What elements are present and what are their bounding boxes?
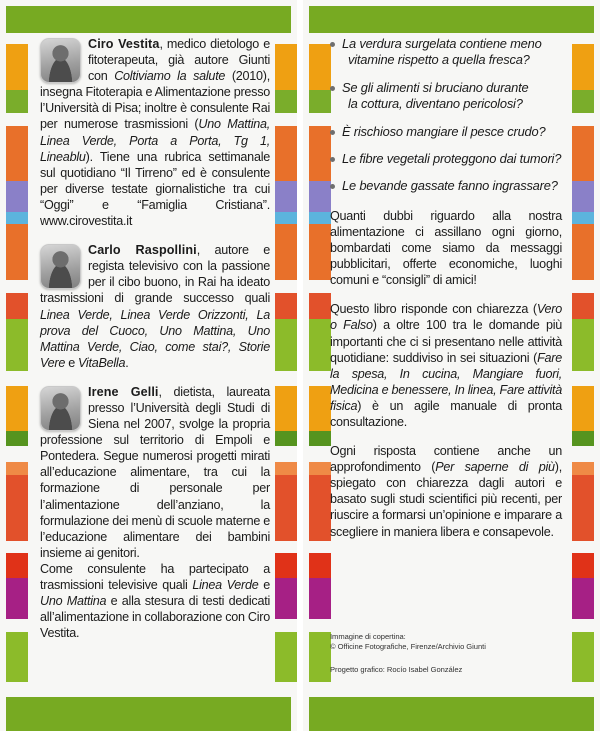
color-stripe xyxy=(572,553,594,578)
italic-title: Linea Verde, Linea Verde Orizzonti, La prova del Cuoco, Uno Mattina, Uno Mattina Verde, Ciao, come stai?, Storie Vere xyxy=(40,307,270,370)
color-stripe xyxy=(572,44,594,90)
stripe-column-inner-right xyxy=(309,0,331,731)
bottom-green-band-right xyxy=(309,697,594,731)
bullet-icon xyxy=(330,86,335,91)
cover-credits xyxy=(330,632,560,675)
color-stripe xyxy=(309,224,331,280)
color-stripe xyxy=(309,553,331,578)
author-name: Irene Gelli xyxy=(88,384,159,399)
blurb-paragraph: Ogni risposta contiene anche un approfondimento (Per saperne di più), spiegato con chiarezza dagli autori e basato sugli studi scientifici più recenti, per riuscire a formarsi un’opinione e imparare a scegliere in maniera libera e consapevole. xyxy=(330,444,562,539)
author-photo-carlo-raspollini xyxy=(40,244,81,289)
question-item xyxy=(330,178,562,194)
color-stripe xyxy=(309,319,331,371)
color-stripe xyxy=(6,181,28,212)
italic-title: Coltiviamo la salute xyxy=(114,69,226,84)
stripe-column-outer-right xyxy=(572,0,594,731)
color-stripe xyxy=(309,90,331,113)
author-photo-ciro-vestita xyxy=(40,38,81,83)
question-line: Le bevande gassate fanno ingrassare? xyxy=(342,178,558,194)
italic-title: Uno Mattina, Linea Verde, Porta a Porta, Tg 1, Lineablu xyxy=(40,117,271,164)
color-stripe xyxy=(572,90,594,113)
color-stripe xyxy=(572,212,594,224)
author-bio xyxy=(40,384,270,642)
color-stripe xyxy=(309,212,331,224)
color-stripe xyxy=(309,386,331,431)
credit-block xyxy=(330,665,560,675)
color-stripe xyxy=(572,431,594,446)
color-stripe xyxy=(6,293,28,319)
color-stripe xyxy=(6,212,28,224)
color-stripe xyxy=(6,126,28,181)
stripe-column-outer-left xyxy=(6,0,28,731)
color-stripe xyxy=(275,462,297,475)
question-line: È rischioso mangiare il pesce crudo? xyxy=(342,123,546,139)
question-line: Le fibre vegetali proteggono dai tumori? xyxy=(342,151,562,167)
author-bio-text: Carlo Raspollini, autore e regista televisivo con la passione per il cibo buono, in Rai ha ideato trasmissioni di grande successo quali Linea Verde, Linea Verde Orizzonti, La prova del Cuoco, Uno Mattina, Uno Mattina Verde, Ciao, come stai?, Storie Vere e VitaBella. xyxy=(40,243,270,370)
credit-block xyxy=(330,632,560,653)
color-stripe xyxy=(309,475,331,541)
color-stripe xyxy=(275,475,297,541)
color-stripe xyxy=(6,44,28,90)
bottom-green-band-left xyxy=(6,697,291,731)
color-stripe xyxy=(6,578,28,619)
color-stripe xyxy=(572,386,594,431)
question-line: vitamine rispetto a quella fresca? xyxy=(348,52,530,68)
author-bio-text: Irene Gelli, dietista, laureata presso l’Università degli Studi di Siena nel 2007, svolge la propria professione sul territorio di Empoli e Pontedera. Segue numerosi progetti mirati all’educazione alimentare, tra cui la formazione di personale per l’alimentazione dell’anziano, la formulazione dei menù di scuole materne e l’educazione alimentare dei bambini insieme ai genitori. Come consulente ha partecipato a trasmissioni televisive quali Linea Verde e Uno Mattina e alla stesura di testi dedicati all’alimentazione in collaborazione con Ciro Vestita. xyxy=(40,384,270,641)
stripe-column-inner-left xyxy=(275,0,297,731)
color-stripe xyxy=(309,126,331,181)
bullet-icon xyxy=(330,157,335,162)
color-stripe xyxy=(275,293,297,319)
italic-title: Linea Verde xyxy=(192,578,259,592)
color-stripe xyxy=(6,319,28,371)
top-green-band-right xyxy=(309,6,594,33)
color-stripe xyxy=(275,553,297,578)
blurb-paragraphs xyxy=(330,208,562,540)
color-stripe xyxy=(275,319,297,371)
blurb-paragraph: Questo libro risponde con chiarezza (Vero o Falso) a oltre 100 tra le domande più importanti che ci si presentano nelle attività quotidiane: suddiviso in sei situazioni (Fare la spesa, In cucina, Mangiare fuori, Medicina e benessere, In linea, Fare attività fisica) è un agile manuale di pronta consultazione. xyxy=(330,302,562,429)
color-stripe xyxy=(275,90,297,113)
color-stripe xyxy=(6,632,28,681)
color-stripe xyxy=(572,126,594,181)
color-stripe xyxy=(275,44,297,90)
color-stripe xyxy=(572,632,594,681)
color-stripe xyxy=(309,578,331,619)
color-stripe xyxy=(572,319,594,371)
color-stripe xyxy=(309,293,331,319)
color-stripe xyxy=(275,126,297,181)
credit-line: © Officine Fotografiche, Firenze/Archivio Giunti xyxy=(330,642,486,652)
blurb-column xyxy=(330,36,562,553)
top-green-band-left xyxy=(6,6,291,33)
color-stripe xyxy=(275,386,297,431)
color-stripe xyxy=(6,224,28,280)
blurb-paragraph: Quanti dubbi riguardo alla nostra alimentazione ci assillano ogni giorno, bombardati come siamo da messaggi pubblicitari, offerte economiche, luoghi comuni e “consigli” di amici! xyxy=(330,208,562,288)
color-stripe xyxy=(6,90,28,113)
color-stripe xyxy=(309,632,331,681)
credit-line: Immagine di copertina: xyxy=(330,632,406,641)
question-list xyxy=(330,36,562,195)
bullet-icon xyxy=(330,184,335,189)
bullet-icon xyxy=(330,130,335,135)
color-stripe xyxy=(309,462,331,475)
bullet-icon xyxy=(330,42,335,47)
color-stripe xyxy=(275,431,297,446)
question-line: la cottura, diventano pericolosi? xyxy=(348,96,523,112)
italic-title: Uno Mattina xyxy=(40,594,107,609)
color-stripe xyxy=(6,431,28,446)
color-stripe xyxy=(572,578,594,619)
color-stripe xyxy=(275,181,297,212)
color-stripe xyxy=(275,212,297,224)
italic-title: Per saperne di più xyxy=(435,460,555,475)
color-stripe xyxy=(572,462,594,475)
color-stripe xyxy=(6,462,28,475)
italic-title: Fare la spesa, In cucina, Mangiare fuori, Medicina e benessere, In linea, Fare attività fisica xyxy=(330,350,562,413)
color-stripe xyxy=(309,44,331,90)
question-item xyxy=(330,151,562,167)
color-stripe xyxy=(572,293,594,319)
color-stripe xyxy=(309,181,331,212)
color-stripe xyxy=(275,578,297,619)
author-photo-irene-gelli xyxy=(40,386,81,431)
color-stripe xyxy=(275,632,297,681)
author-bio xyxy=(40,242,270,371)
question-item xyxy=(330,80,562,113)
author-bio xyxy=(40,36,270,229)
cover-spine-gap xyxy=(297,0,303,731)
color-stripe xyxy=(6,553,28,578)
author-bio-text: Ciro Vestita, medico dietologo e fitoterapeuta, già autore Giunti con Coltiviamo la salute (2010), insegna Fitoterapia e Alimentazione presso l’Università di Pisa; inoltre è consulente Rai per numerose trasmissioni (Uno Mattina, Linea Verde, Porta a Porta, Tg 1, Lineablu). Tiene una rubrica settimanale sul quotidiano “Il Tirreno” ed è consulente per diverse testate giornalistiche tra cui “Oggi” e “Famiglia Cristiana”. www.cirovestita.it xyxy=(40,37,271,229)
color-stripe xyxy=(572,475,594,541)
color-stripe xyxy=(275,224,297,280)
author-biographies xyxy=(40,36,270,654)
credit-line: Progetto grafico: Rocío Isabel González xyxy=(330,664,463,674)
italic-title: Vero o Falso xyxy=(330,302,562,333)
question-item xyxy=(330,36,562,69)
author-name: Ciro Vestita xyxy=(88,37,160,51)
italic-title: VitaBella xyxy=(78,355,126,370)
color-stripe xyxy=(6,475,28,541)
question-item xyxy=(330,124,562,140)
color-stripe xyxy=(572,224,594,280)
question-line: La verdura surgelata contiene meno xyxy=(342,36,542,51)
author-name: Carlo Raspollini xyxy=(88,243,197,258)
color-stripe xyxy=(309,431,331,446)
color-stripe xyxy=(6,386,28,431)
color-stripe xyxy=(572,181,594,212)
question-line: Se gli alimenti si bruciano durante xyxy=(342,79,529,95)
